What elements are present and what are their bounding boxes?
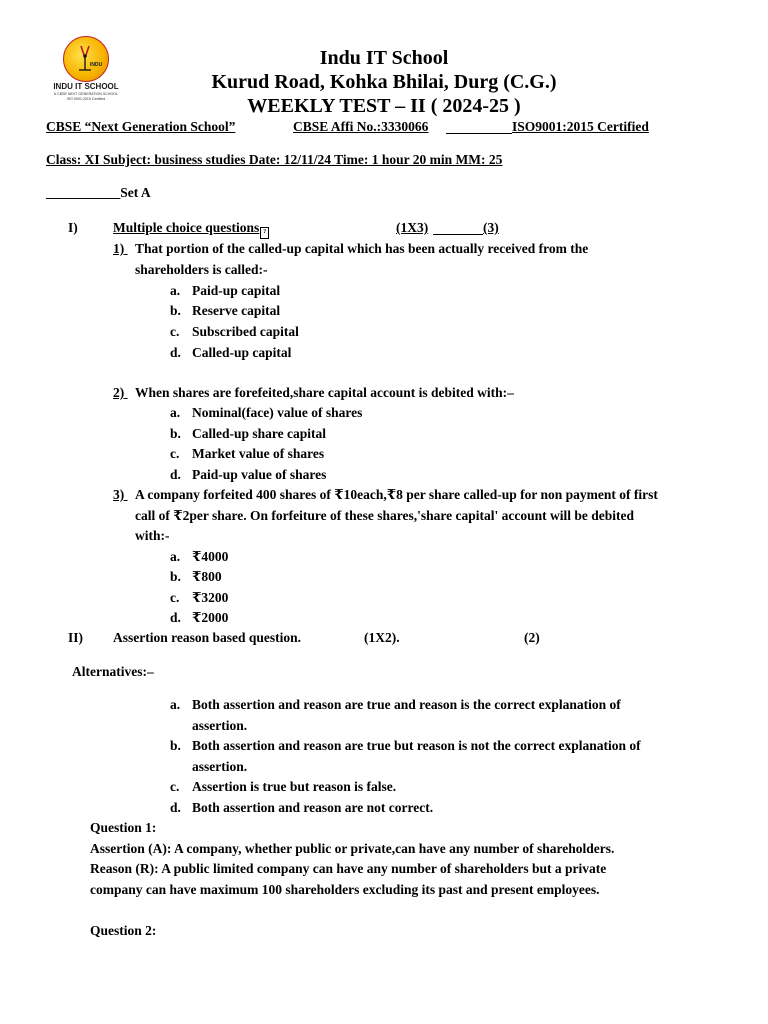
q1-option-c-letter: c. [170,324,180,339]
school-address: Kurud Road, Kohka Bhilai, Durg (C.G.) [211,71,557,93]
alt-a-letter: a. [170,697,181,712]
q1-option-d-letter: d. [170,345,181,360]
q3-option-b-letter: b. [170,569,181,584]
alt-a-line-1: Both assertion and reason are true and reason is the correct explanation of [192,697,621,712]
question-1-line-1: That portion of the called-up capital which has been actually received from the [135,241,589,256]
q2-option-b: Called-up share capital [192,426,327,441]
q2-option-c: Market value of shares [192,446,325,461]
question-3-line-3: with:- [135,528,170,543]
missing-glyph-icon: ? [260,227,269,239]
q2-option-c-letter: c. [170,446,180,461]
question-1-line-2: shareholders is called:- [135,262,268,277]
section-1-title [113,218,336,239]
q3-option-a: ₹4000 [192,549,229,564]
q3-option-d-letter: d. [170,610,181,625]
q2-option-a-letter: a. [170,405,181,420]
ar-question-1-assertion: Assertion (A): A company, whether public or private,can have any number of shareholders. [90,841,615,856]
alt-d-letter: d. [170,800,181,815]
section-2-marks-scheme: (1X2). [364,630,400,645]
section-1-title-text: Multiple choice questions [113,220,260,235]
section-1-marks-total: (3) [483,220,499,235]
q3-option-b: ₹800 [192,569,222,584]
q3-option-c-letter: c. [170,590,180,605]
q1-option-b: Reserve capital [192,303,281,318]
ar-question-1-reason-line-2: company can have maximum 100 shareholders excluding its past and present employees. [90,882,600,897]
q1-option-c: Subscribed capital [192,324,299,339]
cbse-tag: CBSE “Next Generation School” [46,119,236,134]
alt-b-line-1: Both assertion and reason are true but reason is not the correct explanation of [192,738,641,753]
ar-question-2-label: Question 2: [90,923,157,938]
logo-cert-text: ISO 9001:2015 Certified [66,96,106,101]
question-3-line-1: A company forfeited 400 shares of ₹10each,₹8 per share called-up for non payment of first [135,487,658,502]
q3-option-c: ₹3200 [192,590,229,605]
set-line [46,183,151,203]
set-label: Set A [120,185,151,200]
class-subject-line: Class: XI Subject: business studies Date: 12/11/24 Time: 1 hour 20 min MM: 25 [46,152,503,167]
alternatives-label: Alternatives:– [72,664,154,679]
alt-b-letter: b. [170,738,181,753]
logo-emblem-text: INDU [90,62,103,68]
q1-option-b-letter: b. [170,303,181,318]
logo-tagline-text: A CBSE NEXT GENERATION SCHOOL [53,92,119,96]
logo-figure-icon [75,44,95,74]
q2-option-a: Nominal(face) value of shares [192,405,363,420]
q3-option-d: ₹2000 [192,610,229,625]
ar-question-1-label: Question 1: [90,820,157,835]
question-3-line-2: call of ₹2per share. On forfeiture of these shares,'share capital' account will be debited [135,508,634,523]
section-1-marks-scheme: (1X3) [396,220,429,235]
q2-option-b-letter: b. [170,426,181,441]
q2-option-d: Paid-up value of shares [192,467,327,482]
q2-option-d-letter: d. [170,467,181,482]
school-name: Indu IT School [319,47,449,69]
q3-option-a-letter: a. [170,549,181,564]
logo-tagline [50,92,122,101]
set-blank: ___________ [46,185,121,200]
alt-c-letter: c. [170,779,180,794]
alt-b-line-2: assertion. [192,759,248,774]
alt-d-line-1: Both assertion and reason are not correct. [192,800,434,815]
q1-option-d: Called-up capital [192,345,292,360]
alt-c-line-1: Assertion is true but reason is false. [192,779,397,794]
section-2-title: Assertion reason based question. [113,630,302,645]
section-2-numeral: II) [68,630,84,645]
question-3-number: 3) [113,487,125,502]
section-2-marks-total: (2) [524,630,540,645]
test-name: WEEKLY TEST – II ( 2024-25 ) [247,95,521,117]
q1-option-a: Paid-up capital [192,283,281,298]
affiliation-number: CBSE Affi No.:3330066 [293,119,429,134]
school-logo [50,36,122,106]
question-2-line-1: When shares are forefeited,share capital account is debited with:– [135,385,514,400]
q1-option-a-letter: a. [170,283,181,298]
question-1-number: 1) [113,241,125,256]
underline-gap [446,117,512,135]
question-2-number: 2) [113,385,125,400]
iso-certification: ISO9001:2015 Certified [512,119,649,134]
logo-school-name: INDU IT SCHOOL [53,82,119,91]
alt-a-line-2: assertion. [192,718,248,733]
ar-question-1-reason-line-1: Reason (R): A public limited company can have any number of shareholders but a private [90,861,607,876]
section-1-numeral: I) [68,220,78,235]
